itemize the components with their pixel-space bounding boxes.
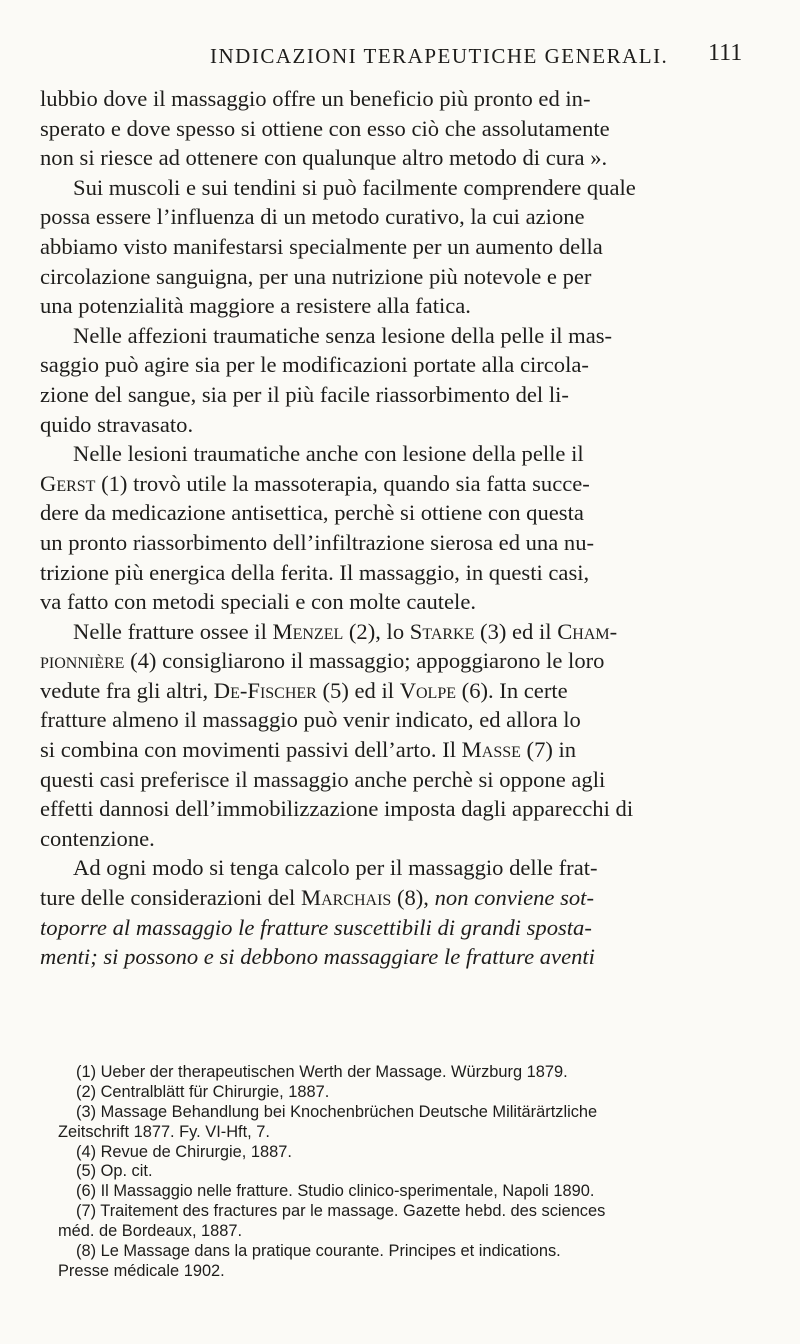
- text-run: vedute fra gli altri,: [40, 677, 214, 703]
- text-line: va fatto con metodi speciali e con molte cautele.: [40, 589, 477, 615]
- text-line: una potenzialità maggiore a resistere alla fatica.: [40, 293, 471, 319]
- footnote-continuation: Zeitschrift 1877. Fy. VI-Hft, 7.: [58, 1122, 270, 1141]
- text-run: (4) consigliarono il massaggio; appoggiarono le loro: [124, 648, 605, 674]
- paragraph-start-line: Ad ogni modo si tenga calcolo per il massaggio delle frat-: [73, 855, 598, 881]
- text-line: zione del sangue, sia per il più facile riassorbimento del li-: [40, 381, 569, 407]
- footnote: (4) Revue de Chirurgie, 1887.: [76, 1142, 292, 1161]
- text-line: quido stravasato.: [40, 411, 194, 437]
- text-line: trizione più energica della ferita. Il massaggio, in questi casi,: [40, 559, 590, 585]
- text-line: non si riesce ad ottenere con qualunque altro metodo di cura ».: [40, 145, 608, 171]
- text-line: abbiamo visto manifestarsi specialmente per un aumento della: [40, 233, 603, 259]
- footnote-continuation: Presse médicale 1902.: [58, 1261, 225, 1280]
- footnote: (6) Il Massaggio nelle fratture. Studio clinico-sperimentale, Napoli 1890.: [76, 1182, 595, 1201]
- footnote: (8) Le Massage dans la pratique courante. Principes et indications.: [76, 1242, 561, 1261]
- text-line: fratture almeno il massaggio può venir indicato, ed allora lo: [40, 707, 581, 733]
- text-run: (5) ed il: [316, 677, 400, 703]
- footnote-continuation: méd. de Bordeaux, 1887.: [58, 1222, 243, 1241]
- author-name: Menzel: [272, 618, 344, 644]
- author-name: De-Fischer: [213, 677, 317, 703]
- text-line: sperato e dove spesso si ottiene con esso ciò che assolutamente: [40, 115, 610, 141]
- text-run: si combina con movimenti passivi dell’arto. Il: [40, 737, 462, 763]
- author-name: Marchais: [300, 885, 392, 911]
- text-line: [40, 676, 788, 706]
- author-name: Masse: [461, 737, 521, 763]
- footnote: (1) Ueber der therapeutischen Werth der Massage. Würzburg 1879.: [76, 1063, 568, 1081]
- text-run: (1) trovò utile la massoterapia, quando sia fatta succe-: [95, 470, 590, 496]
- footnote: (3) Massage Behandlung bei Knochenbrüchen Deutsche Militärärtzliche: [76, 1102, 598, 1121]
- paragraph-start-line: [40, 617, 788, 647]
- footnote: (2) Centralblätt für Chirurgie, 1887.: [76, 1082, 330, 1101]
- text-line: effetti dannosi dell’immobilizzazione imposta dagli apparecchi di: [40, 796, 634, 822]
- text-line: questi casi preferisce il massaggio anche perchè si oppone agli: [40, 766, 606, 792]
- author-name: Volpe: [399, 677, 457, 703]
- text-run: (3) ed il: [474, 618, 558, 644]
- text-line: possa essere l’influenza di un metodo curativo, la cui azione: [40, 204, 585, 230]
- italic-run: non conviene sot-: [434, 885, 594, 911]
- text-line: circolazione sanguigna, per una nutrizione più notevole e per: [40, 263, 592, 289]
- author-name: pionnière: [40, 648, 125, 674]
- paragraph-start-line: Sui muscoli e sui tendini si può facilmente comprendere quale: [73, 174, 636, 200]
- text-run: ture delle considerazioni del: [40, 885, 301, 911]
- text-line: [40, 469, 788, 499]
- text-line: lubbio dove il massaggio offre un beneficio più pronto ed in-: [40, 86, 591, 111]
- text-line: dere da medicazione antisettica, perchè si ottiene con questa: [40, 500, 584, 526]
- text-line: saggio può agire sia per le modificazioni portate alla circola-: [40, 352, 589, 378]
- text-line: [40, 735, 788, 765]
- paragraph-start-line: Nelle lesioni traumatiche anche con lesione della pelle il: [73, 441, 584, 467]
- footnote: (7) Traitement des fractures par le massage. Gazette hebd. des sciences: [76, 1202, 606, 1221]
- paragraph-start-line: Nelle affezioni traumatiche senza lesione della pelle il mas-: [73, 322, 613, 348]
- text-run: (8),: [391, 885, 435, 911]
- italic-line: toporre al massaggio le fratture suscettibili di grandi sposta-: [40, 914, 592, 940]
- text-line: contenzione.: [40, 825, 155, 851]
- text-run: (6). In certe: [456, 677, 568, 703]
- footnotes: [50, 1063, 790, 1282]
- text-run: Nelle fratture ossee il: [73, 618, 273, 644]
- author-name: Starke: [409, 618, 475, 644]
- italic-line: menti; si possono e si debbono massaggiare le fratture aventi: [40, 944, 595, 970]
- footnote: (5) Op. cit.: [76, 1162, 153, 1181]
- page-number: 111: [708, 40, 743, 66]
- text-line: [40, 646, 788, 676]
- author-name: Gerst: [40, 470, 96, 496]
- author-name: Cham-: [557, 618, 618, 644]
- text-line: un pronto riassorbimento dell’infiltrazione sierosa ed una nu-: [40, 529, 595, 555]
- text-run: (2), lo: [343, 618, 410, 644]
- text-line: [40, 883, 788, 913]
- text-run: (7) in: [520, 737, 577, 763]
- body-text: [40, 84, 788, 972]
- running-head: INDICAZIONI TERAPEUTICHE GENERALI.: [210, 44, 669, 68]
